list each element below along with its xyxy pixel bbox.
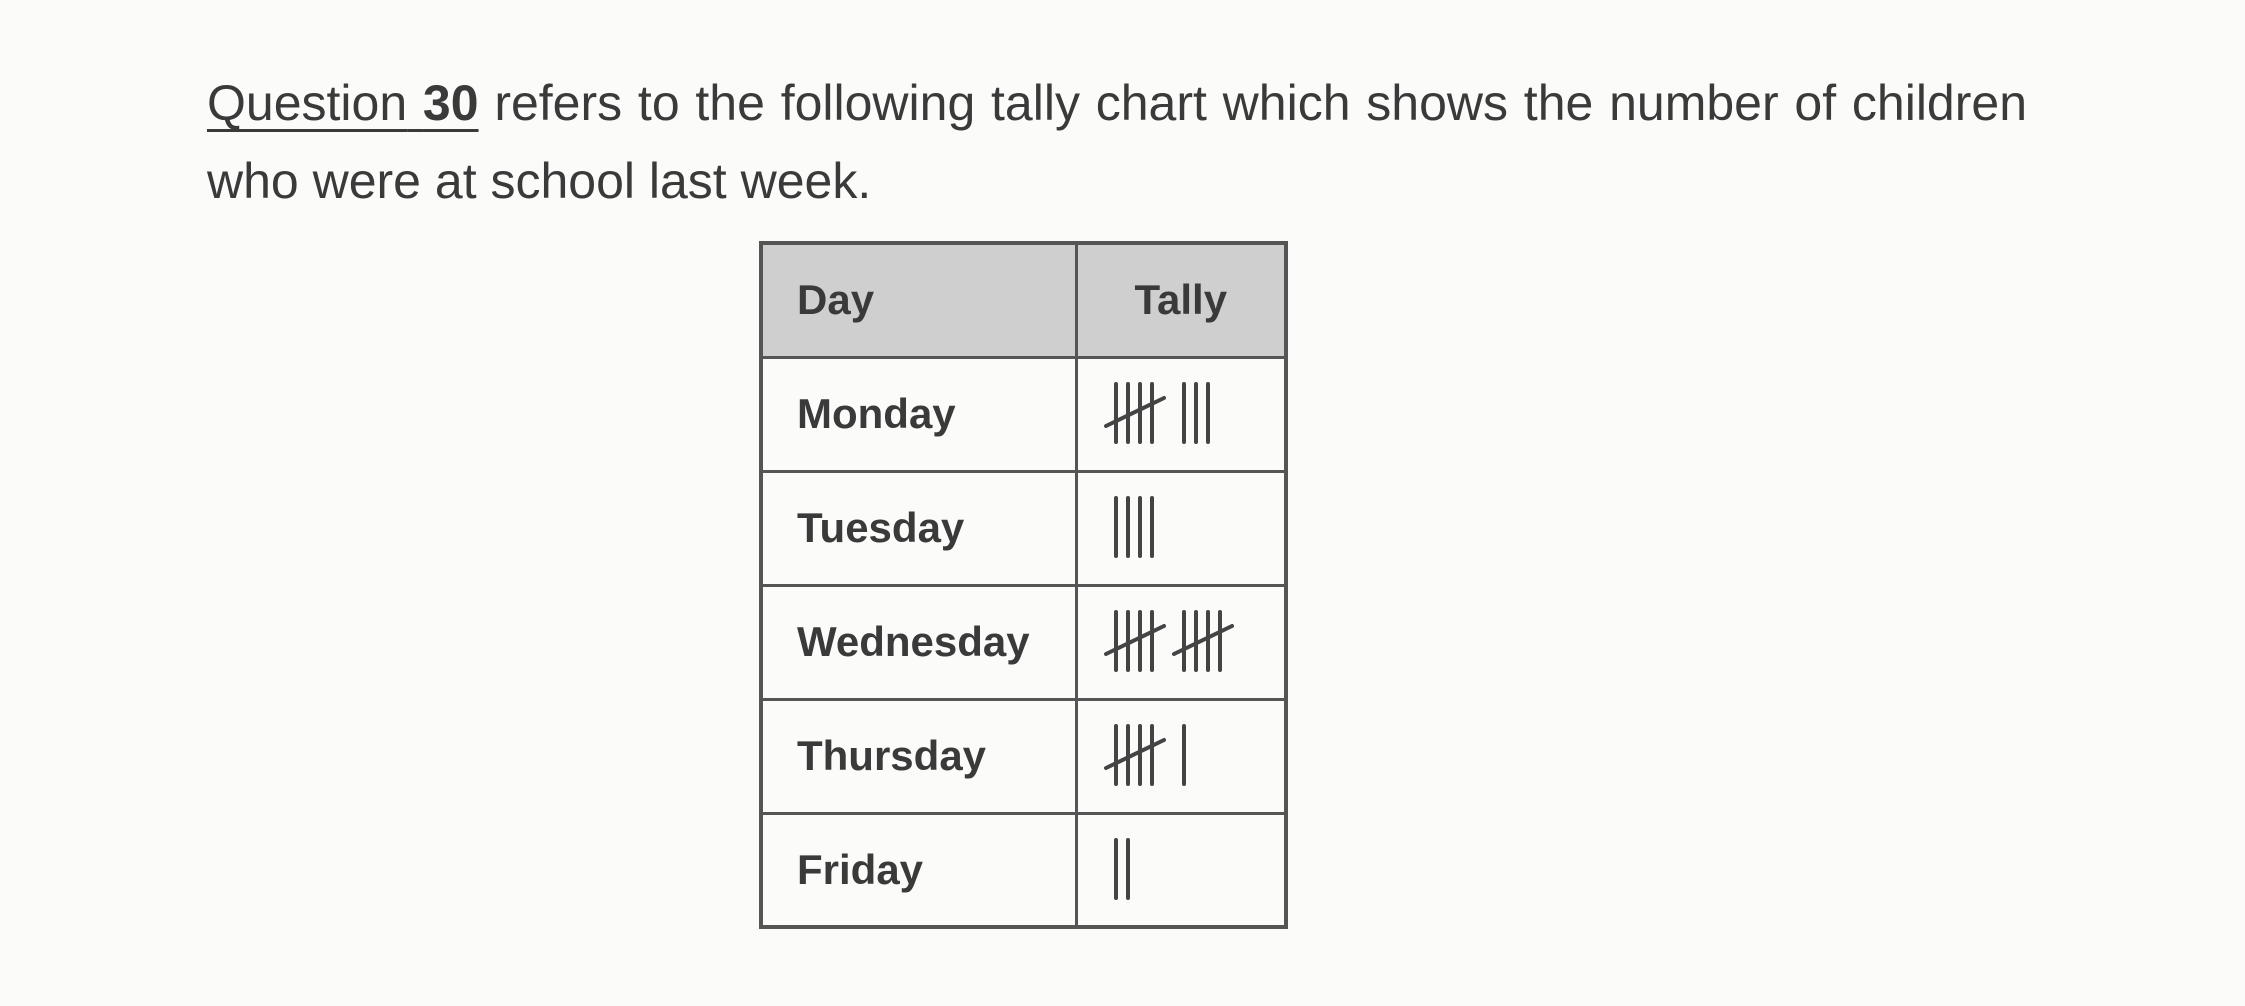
day-cell: Monday	[761, 357, 1076, 471]
tally-marks	[1102, 488, 1272, 568]
table-row	[761, 699, 1286, 813]
table-row	[761, 357, 1286, 471]
tally-marks	[1102, 374, 1272, 454]
tally-marks	[1102, 716, 1272, 796]
question-number: 30	[422, 75, 479, 131]
question-reference	[207, 75, 479, 131]
tally-cell	[1076, 471, 1286, 585]
tally-cell	[1076, 813, 1286, 927]
day-cell: Friday	[761, 813, 1076, 927]
tally-cell	[1076, 699, 1286, 813]
header-tally: Tally	[1076, 243, 1286, 357]
table-row	[761, 813, 1286, 927]
question-word: Question	[207, 75, 408, 131]
tally-marks	[1102, 830, 1272, 910]
tally-chart-table	[759, 241, 1288, 929]
day-cell: Wednesday	[761, 585, 1076, 699]
tally-cell	[1076, 357, 1286, 471]
table-header-row	[761, 243, 1286, 357]
table-row	[761, 471, 1286, 585]
question-intro	[207, 64, 2027, 220]
tally-cell	[1076, 585, 1286, 699]
tally-marks	[1102, 602, 1272, 682]
intro-text: refers to the following tally chart which shows the number of children who were at school last week.	[207, 75, 2027, 209]
header-day: Day	[761, 243, 1076, 357]
day-cell: Thursday	[761, 699, 1076, 813]
table-row	[761, 585, 1286, 699]
day-cell: Tuesday	[761, 471, 1076, 585]
